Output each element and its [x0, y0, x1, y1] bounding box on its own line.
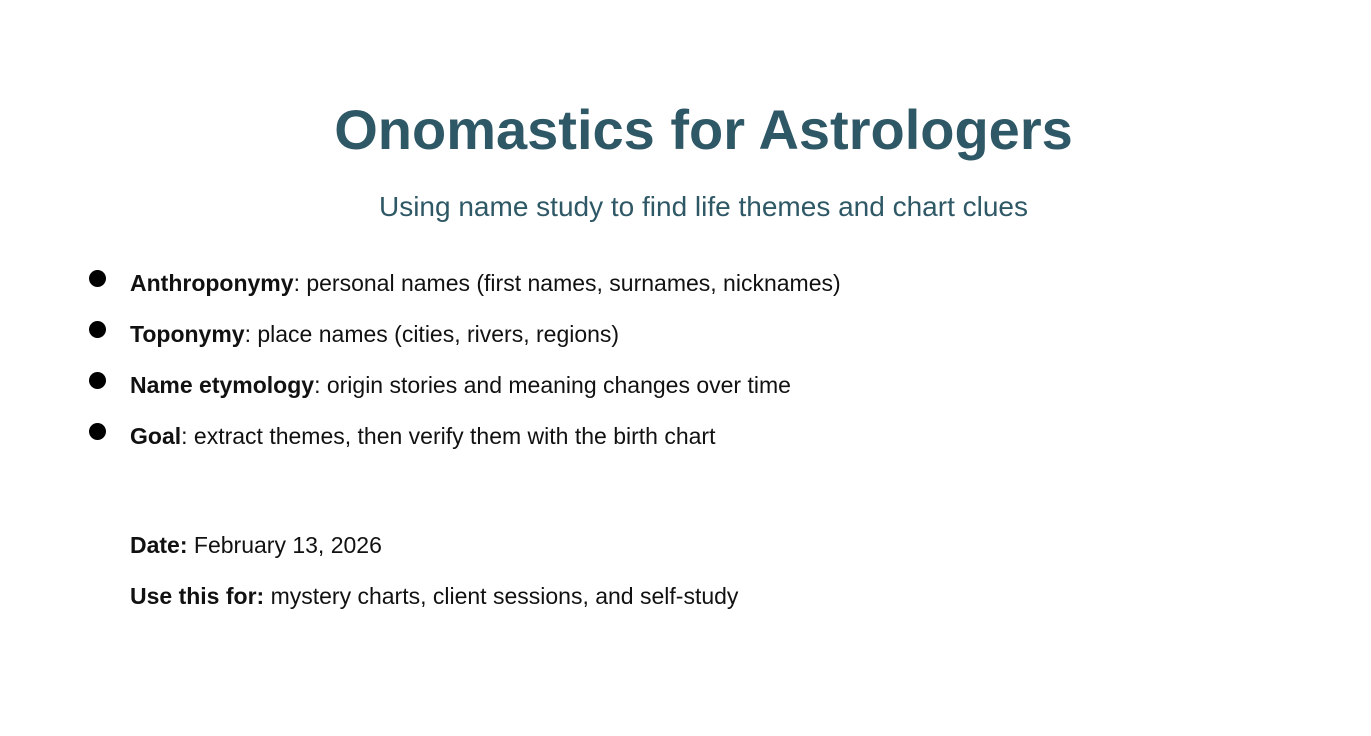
bullet-description: : origin stories and meaning changes over time [314, 372, 791, 398]
use-for-line [130, 580, 738, 612]
bullet-description: : extract themes, then verify them with the birth chart [181, 423, 716, 449]
slide-title: Onomastics for Astrologers [334, 98, 1073, 161]
bullet-dot-icon [89, 321, 106, 338]
use-for-label: Use this for: [130, 583, 265, 609]
bullet-term: Goal [130, 423, 182, 449]
bullet-dot-icon [89, 423, 106, 440]
use-for-value: mystery charts, client sessions, and self-study [264, 583, 739, 609]
bullet-term: Name etymology [130, 372, 315, 398]
bullet-description: : personal names (first names, surnames, nicknames) [293, 270, 841, 296]
bullet-text [130, 262, 841, 304]
bullet-term: Anthroponymy [130, 270, 294, 296]
bullet-dot-icon [89, 270, 106, 287]
date-label: Date: [130, 532, 188, 558]
date-line [130, 529, 382, 561]
slide-subtitle: Using name study to find life themes and chart clues [378, 191, 1028, 222]
bullet-description: : place names (cities, rivers, regions) [244, 321, 620, 347]
bullet-dot-icon [89, 372, 106, 389]
date-value: February 13, 2026 [187, 532, 382, 558]
bullet-text [130, 313, 619, 355]
bullet-text [130, 415, 715, 457]
bullet-term: Toponymy [130, 321, 245, 347]
bullet-text [130, 364, 791, 406]
